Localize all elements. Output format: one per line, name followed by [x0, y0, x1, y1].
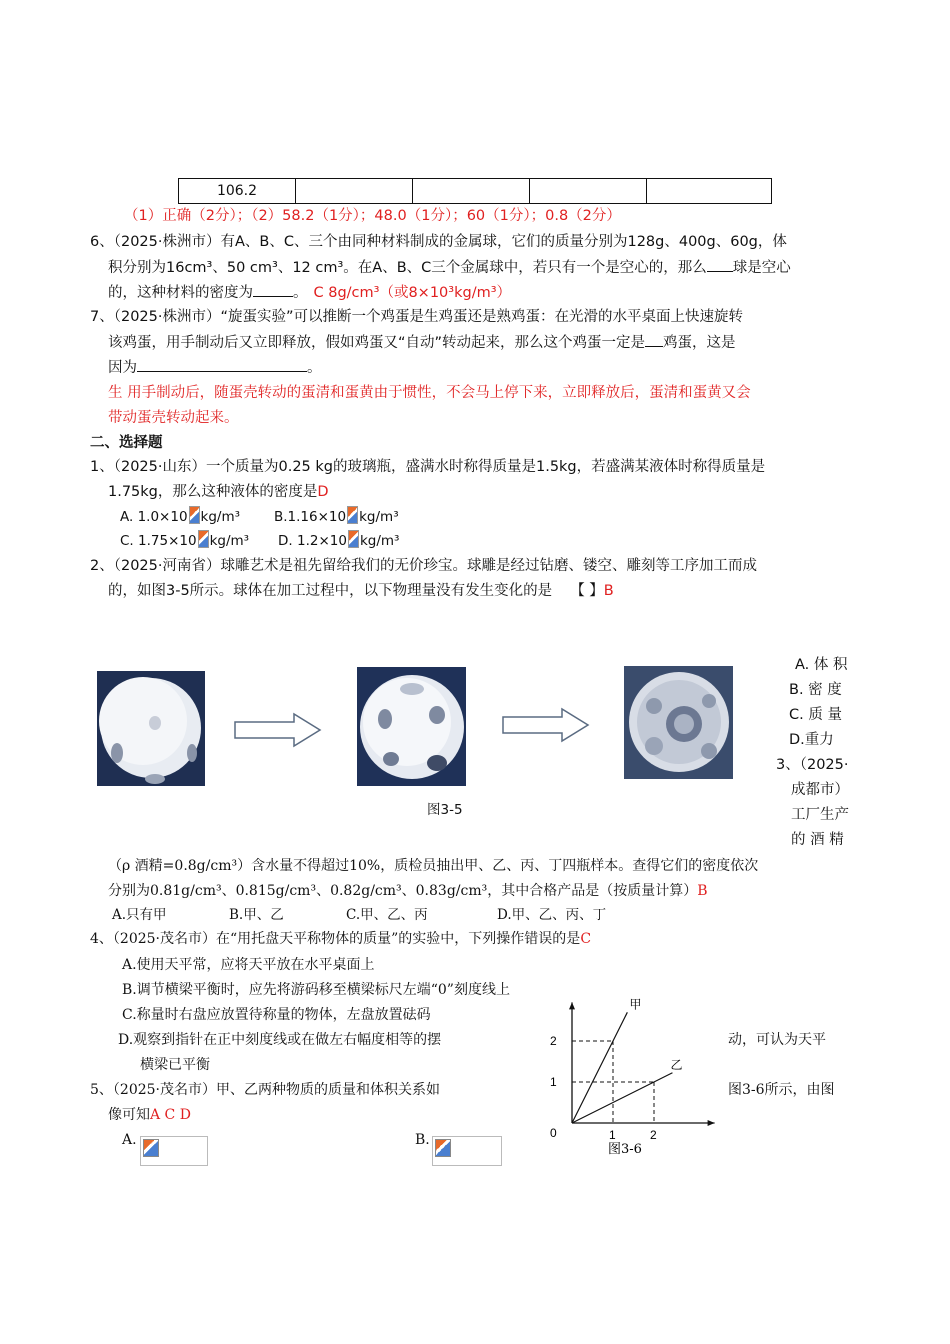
q7-answer1: 生 用手制动后，随蛋壳转动的蛋清和蛋黄由于惯性，不会马上停下来，立即释放后，蛋清和蛋黄又会 — [108, 385, 751, 401]
table-cell — [647, 179, 772, 204]
unit-text: kg/m³ — [200, 509, 241, 525]
c5-option-a-label: A. — [122, 1132, 137, 1148]
c4-option-d2: 横梁已平衡 — [140, 1057, 210, 1073]
table-row — [179, 179, 772, 204]
c2-answer: B — [603, 583, 614, 599]
c3-option-a: A.只有甲 — [112, 907, 167, 923]
x-tick-label: 2 — [650, 1128, 657, 1142]
q6-line2-text: 积分别为16cm³、50 cm³、12 cm³。在A、B、C三个金属球中，若只有一个是空心的，那么 — [108, 260, 707, 276]
option-text: A. 1.0×10 — [120, 509, 188, 525]
y-tick-label: 1 — [550, 1075, 557, 1089]
ball-photo-1 — [97, 671, 205, 786]
section-title: 二、选择题 — [90, 435, 163, 451]
c5-line2-text: 像可知 — [108, 1107, 150, 1123]
q6-line1: 6、（2025·株洲市）有A、B、C、三个由同种材料制成的金属球，它们的质量分别为128g、400g、60g，体 — [90, 234, 787, 250]
c3-line2 — [108, 881, 708, 901]
c2-option-a: A. 体 积 — [795, 657, 848, 673]
series-line-乙 — [572, 1073, 672, 1123]
q6-line3-tail: 。 — [293, 285, 308, 301]
q6-line3-text: 的，这种材料的密度为 — [108, 285, 253, 301]
c2-option-c: C. 质 量 — [789, 707, 842, 723]
c2-option-b: B. 密 度 — [789, 682, 842, 698]
c1-line2-text: 1.75kg，那么这种液体的密度是 — [108, 484, 318, 500]
unit-text: kg/m³ — [359, 533, 400, 549]
c1-line2 — [108, 482, 329, 502]
arrow-right-icon — [502, 707, 590, 747]
c4-line1 — [90, 929, 591, 949]
c1-line1: 1、（2025·山东）一个质量为0.25 kg的玻璃瓶，盛满水时称得质量是1.5kg，若盛满某液体时称得质量是 — [90, 459, 766, 475]
option-text: B.1.16×10 — [274, 509, 347, 525]
c4-option-a: A.使用天平常，应将天平放在水平桌面上 — [122, 957, 375, 973]
origin-label: 0 — [550, 1126, 557, 1140]
broken-image-icon — [198, 530, 209, 548]
q7-line3-tail: 。 — [307, 360, 322, 376]
q7-answer2: 带动蛋壳转动起来。 — [108, 410, 239, 426]
c3-answer: B — [697, 883, 708, 899]
q6-line3 — [108, 282, 511, 303]
chart-title: 图3-6 — [608, 1142, 642, 1157]
c1-option-b — [274, 506, 399, 527]
c5-line2 — [108, 1105, 191, 1125]
x-axis-arrow — [708, 1120, 715, 1126]
option-a-image — [140, 1136, 208, 1166]
y-axis-arrow — [569, 1002, 575, 1009]
q7-line1: 7、（2025·株洲市）“旋蛋实验”可以推断一个鸡蛋是生鸡蛋还是熟鸡蛋：在光滑的水平桌面上快速旋转 — [90, 309, 744, 325]
answer-top: （1）正确（2分）；（2）58.2（1分）；48.0（1分）；60（1分）；0.8（2分） — [124, 208, 621, 224]
c5-answer: A C D — [150, 1107, 191, 1123]
c5-option-b-label: B. — [415, 1132, 430, 1148]
broken-image-icon — [143, 1139, 159, 1157]
option-text: D. 1.2×10 — [278, 533, 347, 549]
blank — [707, 257, 733, 272]
c2-line1: 2、（2025·河南省）球雕艺术是祖先留给我们的无价珍宝。球雕是经过钻磨、镂空、雕刻等工序加工而成 — [90, 558, 757, 574]
c3-option-d: D.甲、乙、丙、丁 — [497, 907, 607, 923]
arrow-right-icon — [234, 712, 322, 752]
c2-option-d: D.重力 — [789, 732, 834, 748]
c4-line1-text: 4、（2025·茂名市）在“用托盘天平称物体的质量”的实验中，下列操作错误的是 — [90, 931, 581, 947]
broken-image-icon — [348, 530, 359, 548]
q7-line2 — [108, 332, 736, 353]
c4-option-d1: D.观察到指针在正中刻度线或在做左右幅度相等的摆 — [118, 1032, 442, 1048]
q7-line3 — [108, 357, 322, 378]
c3-side1: 3、（2025· — [776, 757, 849, 773]
unit-text: kg/m³ — [209, 533, 250, 549]
q7-line2-tail: 鸡蛋，这是 — [663, 335, 736, 351]
option-b-image — [432, 1136, 502, 1166]
q6-line2-tail: 球是空心 — [732, 260, 791, 276]
q7-line3-text: 因为 — [108, 360, 137, 376]
table-cell — [413, 179, 530, 204]
option-text: C. 1.75×10 — [120, 533, 197, 549]
c5-line1-tail: 图3-6所示，由图 — [728, 1082, 835, 1098]
blank — [253, 282, 293, 297]
c1-answer: D — [317, 484, 329, 500]
blank — [645, 332, 663, 347]
broken-image-icon — [347, 506, 358, 524]
c2-line2-text: 的，如图3-5所示。球体在加工过程中，以下物理量没有发生变化的是 — [108, 583, 553, 599]
c2-line2 — [108, 581, 614, 601]
table-cell — [530, 179, 647, 204]
broken-image-icon — [189, 506, 200, 524]
c1-option-d — [278, 530, 399, 551]
c2-bracket: 【 】 — [570, 583, 604, 599]
c4-option-d-tail: 动，可认为天平 — [728, 1032, 826, 1048]
c3-line2-text: 分别为0.81g/cm³、0.815g/cm³、0.82g/cm³、0.83g/cm³，其中合格产品是（按质量计算） — [108, 883, 698, 899]
c1-option-a — [120, 506, 240, 527]
unit-text: kg/m³ — [359, 509, 399, 525]
c3-option-b: B.甲、乙 — [229, 907, 284, 923]
q7-line2-text: 该鸡蛋，用手制动后又立即释放，假如鸡蛋又“自动”转动起来，那么这个鸡蛋一定是 — [108, 335, 646, 351]
series-label: 甲 — [629, 997, 642, 1012]
mass-volume-chart — [540, 997, 720, 1165]
c3-side3: 工厂生产 — [791, 807, 849, 823]
c4-answer: C — [580, 931, 592, 947]
broken-image-icon — [435, 1139, 451, 1157]
figure-caption: 图3-5 — [427, 802, 463, 818]
blank — [137, 357, 307, 372]
c5-line1: 5、（2025·茂名市）甲、乙两种物质的质量和体积关系如 — [90, 1082, 440, 1098]
c3-option-c: C.甲、乙、丙 — [346, 907, 428, 923]
series-label: 乙 — [670, 1057, 683, 1072]
table-cell: 106.2 — [179, 179, 296, 204]
c4-option-c: C.称量时右盘应放置待称量的物体，左盘放置砝码 — [122, 1007, 431, 1023]
c4-option-b: B.调节横梁平衡时，应先将游码移至横梁标尺左端“0”刻度线上 — [122, 982, 510, 998]
c1-option-c — [120, 530, 249, 551]
c3-line1: （ρ 酒精=0.8g/cm³）含水量不得超过10%，质检员抽出甲、乙、丙、丁四瓶样本。查得它们的密度依次 — [108, 858, 759, 874]
data-table — [178, 178, 772, 204]
y-tick-label: 2 — [550, 1034, 557, 1048]
ball-photo-2 — [357, 667, 466, 786]
table-cell — [296, 179, 413, 204]
c3-side4: 的 酒 精 — [791, 832, 844, 848]
c3-side2: 成都市） — [791, 782, 849, 798]
series-line-甲 — [572, 1012, 627, 1123]
q6-line2 — [108, 257, 791, 278]
carved-ball-photo — [624, 666, 733, 779]
q6-answer: C 8g/cm³（或8×10³kg/m³） — [313, 285, 512, 301]
x-tick-label: 1 — [609, 1128, 616, 1142]
